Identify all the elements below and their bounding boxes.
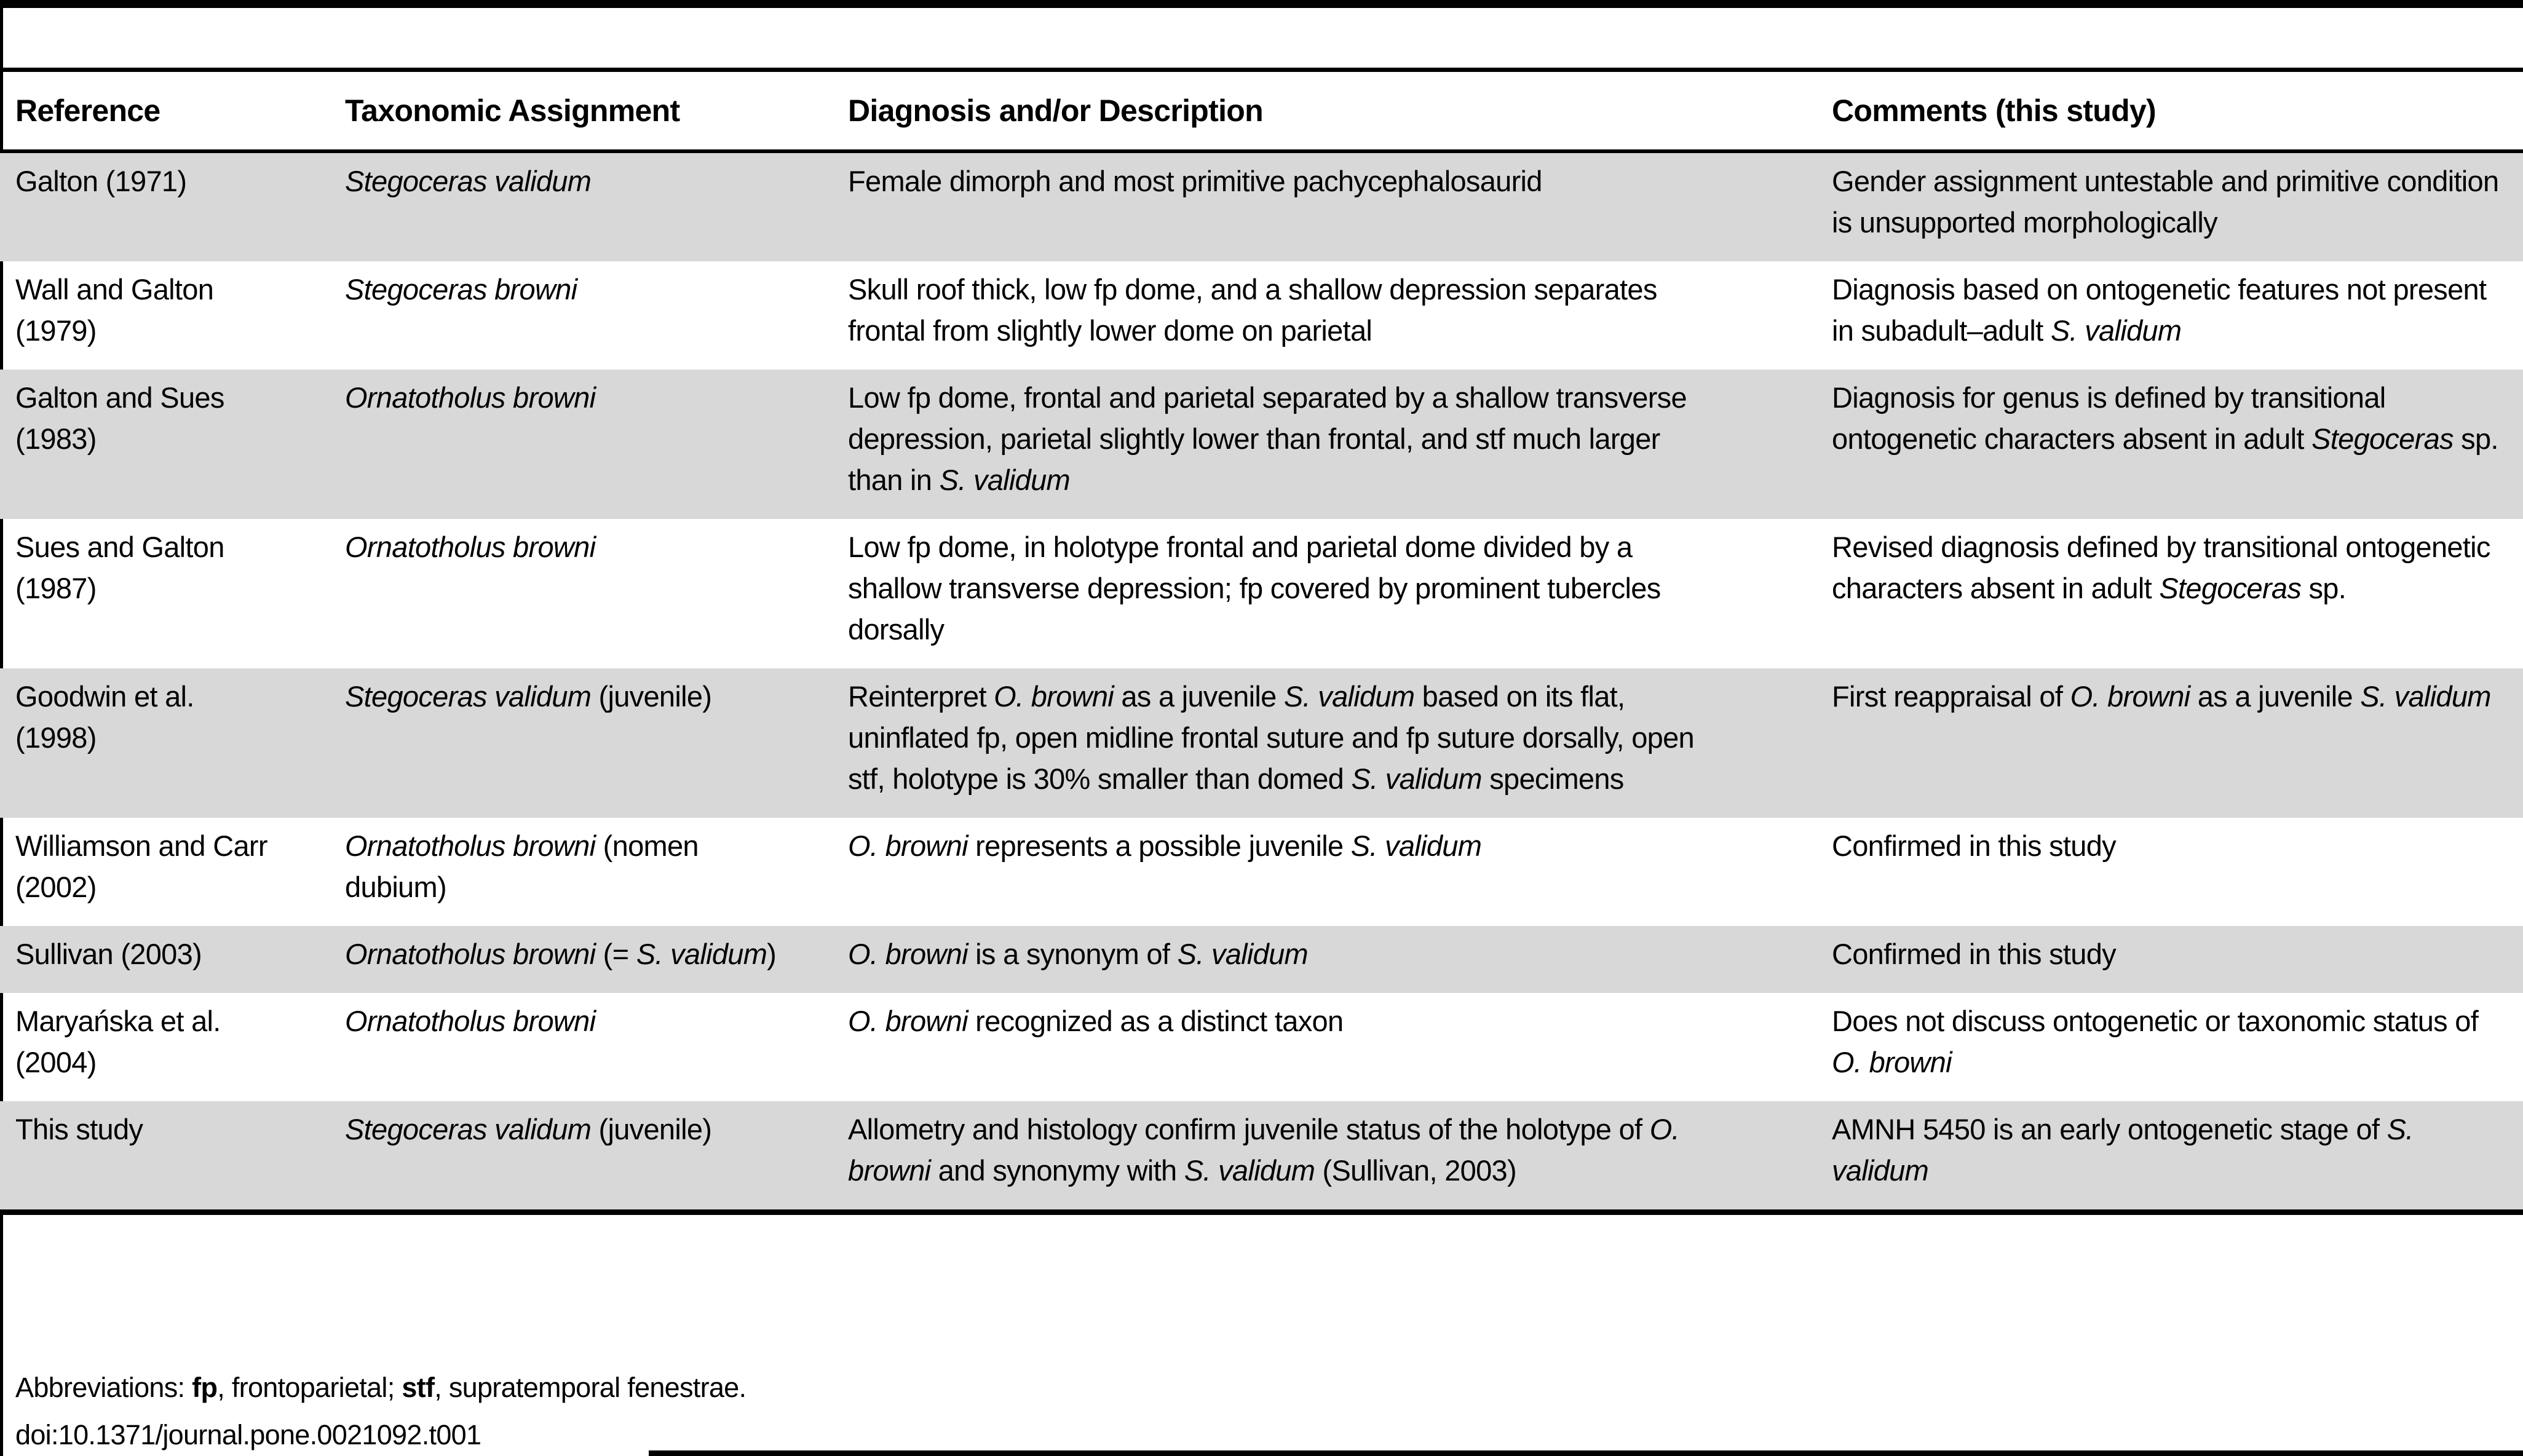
- cell-taxonomic-assignment: [344, 370, 847, 519]
- bottom-rule-bar: [649, 1450, 2523, 1456]
- table-row: [0, 818, 2523, 926]
- abbreviation-term: fp: [192, 1372, 218, 1403]
- text-segment: (juvenile): [591, 1113, 712, 1145]
- cell-reference: [0, 926, 344, 993]
- cell-reference: [0, 1101, 344, 1213]
- text-segment: Galton (1971): [15, 165, 187, 197]
- text-segment: Maryańska et al. (2004): [15, 1005, 221, 1078]
- taxonomy-table: [0, 68, 2523, 1215]
- text-segment: Does not discuss ontogenetic or taxonomic status of: [1832, 1005, 2479, 1037]
- text-segment: Skull roof thick, low fp dome, and a shallow depression separates frontal from slightly lower dome on parietal: [848, 273, 1657, 347]
- cell-reference: [0, 993, 344, 1101]
- text-segment: Williamson and Carr (2002): [15, 829, 267, 903]
- text-segment: , supratemporal fenestrae.: [434, 1372, 747, 1403]
- table-header: [0, 70, 2523, 152]
- cell-comments: [1831, 1101, 2523, 1213]
- species-name: S. validum: [1832, 1113, 2414, 1187]
- header-row: [0, 70, 2523, 152]
- cell-taxonomic-assignment: [344, 993, 847, 1101]
- species-name: Stegoceras validum: [345, 165, 592, 197]
- abbreviation-term: stf: [402, 1372, 435, 1403]
- text-segment: Galton and Sues (1983): [15, 381, 224, 455]
- cell-diagnosis: [847, 261, 1831, 370]
- table-row: [0, 1101, 2523, 1213]
- column-header-diagnosis: Diagnosis and/or Description: [848, 93, 1263, 128]
- table-row: [0, 519, 2523, 668]
- cell-comments: [1831, 261, 2523, 370]
- species-name: O. browni: [848, 1005, 968, 1037]
- cell-taxonomic-assignment: [344, 1101, 847, 1213]
- cell-comments: [1831, 993, 2523, 1101]
- table-row: [0, 926, 2523, 993]
- text-segment: Goodwin et al. (1998): [15, 680, 194, 754]
- text-segment: Confirmed in this study: [1832, 938, 2116, 970]
- text-segment: is a synonym of: [967, 938, 1178, 970]
- cell-taxonomic-assignment: [344, 519, 847, 668]
- species-name: O. browni: [2070, 680, 2190, 713]
- cell-diagnosis: [847, 993, 1831, 1101]
- species-name: S. validum: [1184, 1154, 1315, 1187]
- cell-reference: [0, 668, 344, 818]
- column-header-taxonomic-assignment: Taxonomic Assignment: [345, 93, 680, 128]
- text-segment: ): [767, 938, 777, 970]
- doi-line: doi:10.1371/journal.pone.0021092.t001: [15, 1419, 481, 1450]
- species-name: Stegoceras validum: [345, 680, 592, 713]
- text-segment: Wall and Galton (1979): [15, 273, 214, 347]
- species-name: O. browni: [848, 1113, 1679, 1187]
- cell-diagnosis: [847, 151, 1831, 261]
- cell-comments: [1831, 519, 2523, 668]
- text-segment: Allometry and histology confirm juvenile status of the holotype of: [848, 1113, 1650, 1145]
- text-segment: Female dimorph and most primitive pachycephalosaurid: [848, 165, 1542, 197]
- text-segment: sp.: [2453, 422, 2498, 455]
- species-name: O. browni: [848, 829, 968, 862]
- species-name: S. validum: [1351, 762, 1482, 795]
- text-segment: First reappraisal of: [1832, 680, 2070, 713]
- text-segment: Sues and Galton (1987): [15, 531, 224, 604]
- species-name: S. validum: [636, 938, 767, 970]
- cell-taxonomic-assignment: [344, 926, 847, 993]
- text-segment: (Sullivan, 2003): [1315, 1154, 1516, 1187]
- text-segment: recognized as a distinct taxon: [967, 1005, 1344, 1037]
- species-name: O. browni: [1832, 1046, 1952, 1078]
- species-name: Ornatotholus browni: [345, 938, 596, 970]
- cell-diagnosis: [847, 926, 1831, 993]
- cell-taxonomic-assignment: [344, 818, 847, 926]
- table-footnote: [15, 1364, 746, 1456]
- text-segment: Diagnosis for genus is defined by transitional ontogenetic characters absent in adult: [1832, 381, 2386, 455]
- text-segment: represents a possible juvenile: [967, 829, 1351, 862]
- species-name: Stegoceras browni: [345, 273, 577, 306]
- cell-reference: [0, 151, 344, 261]
- species-name: S. validum: [2050, 314, 2182, 347]
- cell-comments: [1831, 151, 2523, 261]
- column-header-reference: Reference: [15, 93, 160, 128]
- species-name: S. validum: [2360, 680, 2491, 713]
- species-name: Stegoceras: [2311, 422, 2454, 455]
- text-segment: (nomen dubium): [345, 829, 699, 903]
- text-segment: This study: [15, 1113, 143, 1145]
- species-name: Stegoceras validum: [345, 1113, 592, 1145]
- table-row: [0, 370, 2523, 519]
- cell-taxonomic-assignment: [344, 668, 847, 818]
- species-name: S. validum: [939, 464, 1070, 496]
- cell-diagnosis: [847, 519, 1831, 668]
- cell-comments: [1831, 926, 2523, 993]
- cell-reference: [0, 519, 344, 668]
- species-name: O. browni: [848, 938, 968, 970]
- table-row: [0, 151, 2523, 261]
- species-name: O. browni: [994, 680, 1114, 713]
- species-name: S. validum: [1177, 938, 1308, 970]
- species-name: Ornatotholus browni: [345, 1005, 596, 1037]
- cell-comments: [1831, 818, 2523, 926]
- text-segment: Revised diagnosis defined by transitional ontogenetic characters absent in adult: [1832, 531, 2490, 604]
- table-body: [0, 151, 2523, 1213]
- cell-reference: [0, 818, 344, 926]
- cell-diagnosis: [847, 1101, 1831, 1213]
- text-segment: as a juvenile: [1114, 680, 1284, 713]
- text-segment: Reinterpret: [848, 680, 994, 713]
- text-segment: and synonymy with: [930, 1154, 1184, 1187]
- text-segment: (juvenile): [591, 680, 712, 713]
- text-segment: Gender assignment untestable and primitive condition is unsupported morphologically: [1832, 165, 2499, 239]
- text-segment: based on its flat, uninflated fp, open midline frontal suture and fp suture dorsally, open stf, holotype is 30% smaller than domed: [848, 680, 1694, 795]
- text-segment: specimens: [1481, 762, 1624, 795]
- table-row: [0, 261, 2523, 370]
- cell-comments: [1831, 668, 2523, 818]
- species-name: S. validum: [1350, 829, 1482, 862]
- text-segment: Confirmed in this study: [1832, 829, 2116, 862]
- cell-taxonomic-assignment: [344, 151, 847, 261]
- cell-diagnosis: [847, 668, 1831, 818]
- text-segment: Abbreviations:: [15, 1372, 192, 1403]
- text-segment: Low fp dome, frontal and parietal separated by a shallow transverse depression, parietal slightly lower than frontal, and stf much larger than in: [848, 381, 1687, 496]
- text-segment: , frontoparietal;: [217, 1372, 402, 1403]
- abbreviations-note: [15, 1364, 746, 1411]
- text-segment: (=: [595, 938, 636, 970]
- text-segment: Diagnosis based on ontogenetic features not present in subadult–adult: [1832, 273, 2487, 347]
- text-segment: AMNH 5450 is an early ontogenetic stage of: [1832, 1113, 2387, 1145]
- cell-diagnosis: [847, 370, 1831, 519]
- text-segment: Low fp dome, in holotype frontal and parietal dome divided by a shallow transverse depression; fp covered by prominent tubercles dorsally: [848, 531, 1661, 646]
- cell-taxonomic-assignment: [344, 261, 847, 370]
- table-row: [0, 668, 2523, 818]
- text-segment: sp.: [2301, 572, 2347, 604]
- species-name: S. validum: [1283, 680, 1415, 713]
- species-name: Ornatotholus browni: [345, 829, 596, 862]
- species-name: Ornatotholus browni: [345, 531, 596, 563]
- species-name: Ornatotholus browni: [345, 381, 596, 414]
- cell-diagnosis: [847, 818, 1831, 926]
- top-rule-bar: [0, 0, 2523, 8]
- text-segment: Sullivan (2003): [15, 938, 202, 970]
- table-row: [0, 993, 2523, 1101]
- species-name: Stegoceras: [2159, 572, 2302, 604]
- cell-comments: [1831, 370, 2523, 519]
- column-header-comments: Comments (this study): [1832, 93, 2156, 128]
- cell-reference: [0, 261, 344, 370]
- cell-reference: [0, 370, 344, 519]
- text-segment: as a juvenile: [2190, 680, 2361, 713]
